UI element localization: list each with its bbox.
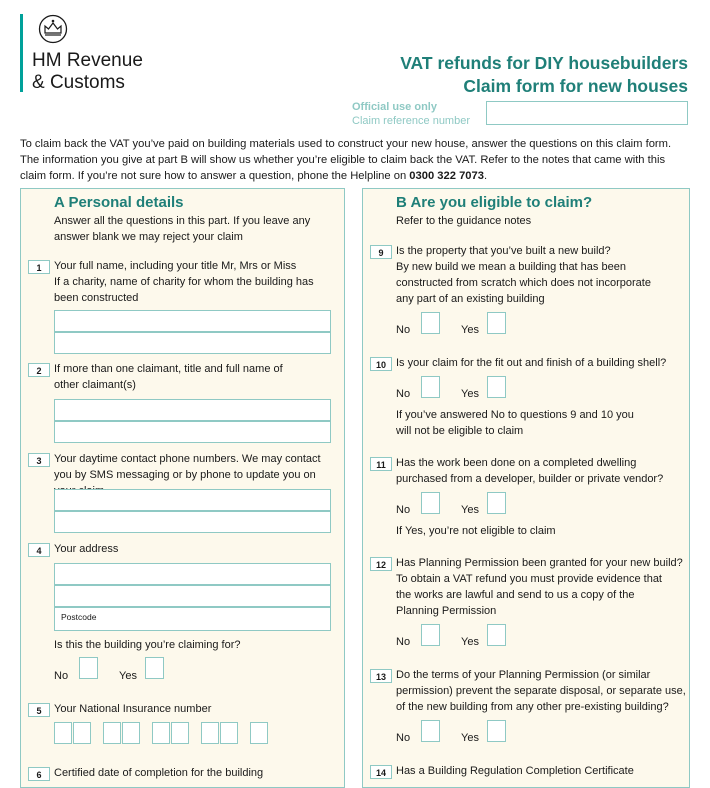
q12-no-checkbox[interactable] bbox=[421, 624, 440, 646]
q14-text: Has a Building Regulation Completion Certificate bbox=[396, 765, 634, 777]
q9-text: Is the property that you’ve built a new build? bbox=[396, 245, 611, 257]
ni-box[interactable] bbox=[201, 722, 219, 744]
q6-number: 6 bbox=[28, 767, 50, 781]
address-field-line1[interactable] bbox=[54, 563, 331, 585]
q2-text: If more than one claimant, title and full name of other claimant(s) bbox=[54, 363, 283, 391]
q5-text: Your National Insurance number bbox=[54, 703, 212, 715]
q10-note: If you’ve answered No to questions 9 and 10 you will not be eligible to claim bbox=[396, 409, 634, 437]
q9-text2: By new build we mean a building that has been constructed from scratch which does not incorporate any part of an existing building bbox=[396, 261, 651, 305]
other-claimant-field-line2[interactable] bbox=[54, 421, 331, 443]
ni-box[interactable] bbox=[171, 722, 189, 744]
ni-box[interactable] bbox=[103, 722, 121, 744]
q1-number: 1 bbox=[28, 260, 50, 274]
q12-yes-checkbox[interactable] bbox=[487, 624, 506, 646]
postcode-label: Postcode bbox=[61, 612, 97, 622]
q10-no-label: No bbox=[396, 388, 411, 400]
section-a-title: A Personal details bbox=[54, 194, 184, 211]
q4-yes-label: Yes bbox=[119, 670, 137, 682]
q12-text2: To obtain a VAT refund you must provide evidence that the works are lawful and send to us a copy of the Planning Permission bbox=[396, 573, 662, 617]
title-line1: VAT refunds for DIY housebuilders bbox=[400, 53, 688, 73]
other-claimant-field-line1[interactable] bbox=[54, 399, 331, 421]
q4-number: 4 bbox=[28, 543, 50, 557]
q10-number: 10 bbox=[370, 357, 392, 371]
q11-yes-checkbox[interactable] bbox=[487, 492, 506, 514]
q13-no-checkbox[interactable] bbox=[421, 720, 440, 742]
q4-text: Your address bbox=[54, 543, 119, 555]
postcode-field[interactable] bbox=[54, 607, 331, 631]
ni-box[interactable] bbox=[54, 722, 72, 744]
q11-no-checkbox[interactable] bbox=[421, 492, 440, 514]
q10-no-checkbox[interactable] bbox=[421, 376, 440, 398]
q10-text: Is your claim for the fit out and finish of a building shell? bbox=[396, 357, 667, 369]
official-use-heading: Official use only bbox=[352, 101, 437, 113]
claim-ref-label: Claim reference number bbox=[352, 115, 470, 127]
official-use-label bbox=[352, 100, 470, 128]
q12-number: 12 bbox=[370, 557, 392, 571]
royal-crest-icon bbox=[36, 14, 70, 44]
phone-field-line1[interactable] bbox=[54, 489, 331, 511]
q1-text2: If a charity, name of charity for whom the building has been constructed bbox=[54, 276, 314, 304]
q13-yes-checkbox[interactable] bbox=[487, 720, 506, 742]
section-b-panel bbox=[362, 188, 690, 788]
section-a-subtitle: Answer all the questions in this part. If you leave any answer blank we may reject your claim bbox=[54, 215, 311, 243]
helpline-number: 0300 322 7073 bbox=[409, 170, 484, 182]
org-name-line1: HM Revenue bbox=[32, 50, 143, 71]
q2-number: 2 bbox=[28, 363, 50, 377]
full-name-field-line1[interactable] bbox=[54, 310, 331, 332]
q9-number: 9 bbox=[370, 245, 392, 259]
section-b-title: B Are you eligible to claim? bbox=[396, 194, 593, 211]
org-name-line2: & Customs bbox=[32, 72, 125, 93]
q11-no-label: No bbox=[396, 504, 411, 516]
document-title bbox=[400, 52, 688, 98]
q9-yes-checkbox[interactable] bbox=[487, 312, 506, 334]
q13-text: Do the terms of your Planning Permission (or similar permission) prevent the separate disposal, or separate use, of the new building from any other pre-existing building? bbox=[396, 669, 686, 713]
address-field-line2[interactable] bbox=[54, 585, 331, 607]
q9-no-label: No bbox=[396, 324, 411, 336]
q4-no-checkbox[interactable] bbox=[79, 657, 98, 679]
ni-box[interactable] bbox=[122, 722, 140, 744]
hmrc-logo bbox=[20, 14, 143, 92]
full-name-field-line2[interactable] bbox=[54, 332, 331, 354]
title-line2: Claim form for new houses bbox=[463, 76, 688, 96]
q3-number: 3 bbox=[28, 453, 50, 467]
q4-no-label: No bbox=[54, 670, 69, 682]
q13-yes-label: Yes bbox=[461, 732, 479, 744]
ni-box[interactable] bbox=[152, 722, 170, 744]
q9-yes-label: Yes bbox=[461, 324, 479, 336]
q10-yes-label: Yes bbox=[461, 388, 479, 400]
q14-number: 14 bbox=[370, 765, 392, 779]
q10-yes-checkbox[interactable] bbox=[487, 376, 506, 398]
q12-text: Has Planning Permission been granted for your new build? bbox=[396, 557, 683, 569]
q1-text: Your full name, including your title Mr, Mrs or Miss bbox=[54, 260, 297, 272]
section-a-panel bbox=[20, 188, 345, 788]
claim-reference-field[interactable] bbox=[486, 101, 688, 125]
q13-number: 13 bbox=[370, 669, 392, 683]
q11-text: Has the work been done on a completed dwelling purchased from a developer, builder or private vendor? bbox=[396, 457, 664, 485]
intro-end: . bbox=[483, 170, 488, 182]
q11-number: 11 bbox=[370, 457, 392, 471]
q9-no-checkbox[interactable] bbox=[421, 312, 440, 334]
q4-question: Is this the building you’re claiming for? bbox=[54, 639, 241, 651]
ni-box[interactable] bbox=[250, 722, 268, 744]
q11-yes-label: Yes bbox=[461, 504, 479, 516]
q13-no-label: No bbox=[396, 732, 411, 744]
q3-text: Your daytime contact phone numbers. We may contact you by SMS messaging or by phone to update you on bbox=[54, 453, 321, 481]
intro-paragraph bbox=[20, 136, 690, 184]
q12-no-label: No bbox=[396, 636, 411, 648]
section-b-subtitle: Refer to the guidance notes bbox=[396, 215, 532, 227]
ni-box[interactable] bbox=[220, 722, 238, 744]
q5-number: 5 bbox=[28, 703, 50, 717]
phone-field-line2[interactable] bbox=[54, 511, 331, 533]
ni-box[interactable] bbox=[73, 722, 91, 744]
q11-note: If Yes, you’re not eligible to claim bbox=[396, 525, 556, 537]
q6-text: Certified date of completion for the building bbox=[54, 767, 264, 779]
intro-text: To claim back the VAT you’ve paid on building materials used to construct your new house, answer the questions on this claim form. The information you give at part B will show us whether you’re eligible to claim back the VAT. Refer to the notes that came with this claim form. If you’re not sure how to answer a question, phone the Helpline on bbox=[20, 138, 672, 182]
q4-yes-checkbox[interactable] bbox=[145, 657, 164, 679]
q12-yes-label: Yes bbox=[461, 636, 479, 648]
